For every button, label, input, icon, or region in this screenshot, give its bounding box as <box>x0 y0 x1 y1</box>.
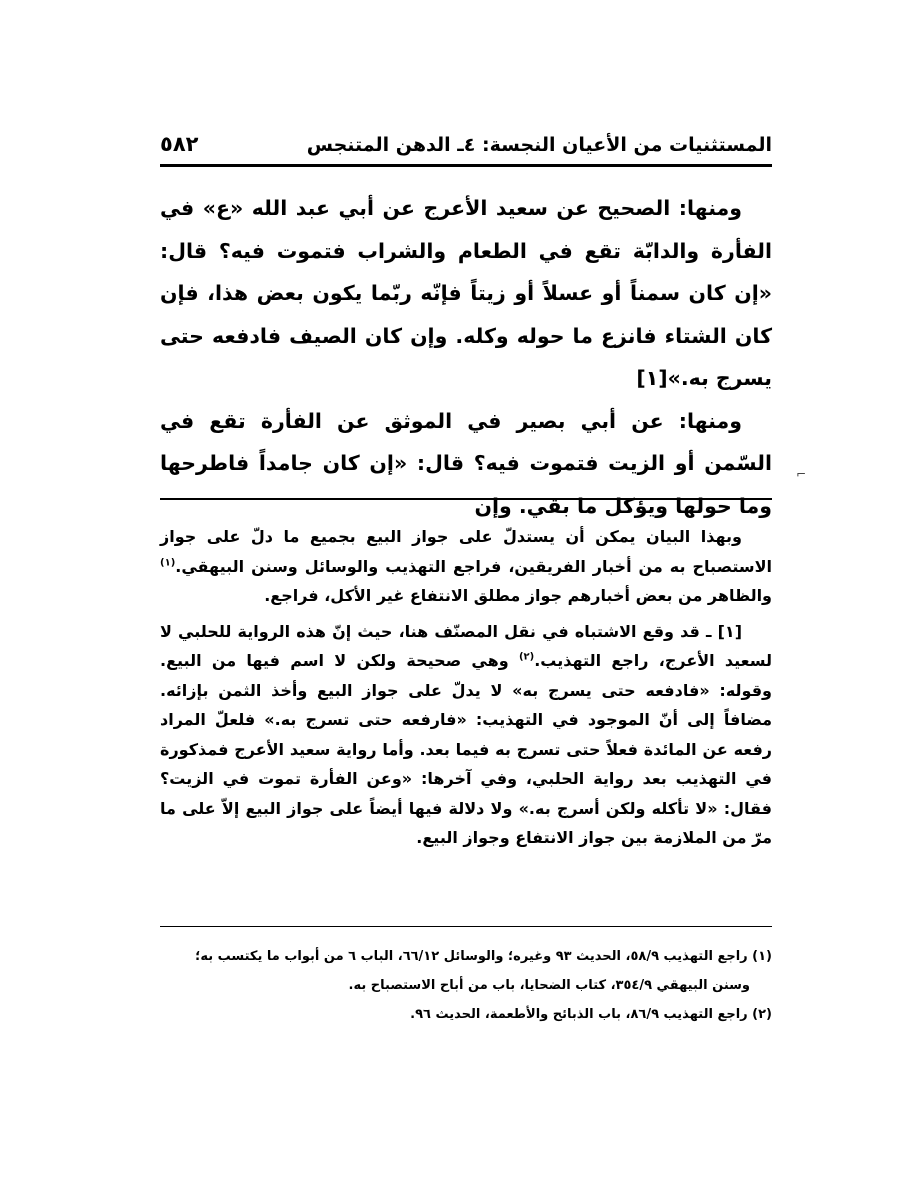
commentary-text: وهي صحيحة ولكن لا اسم فيها من البيع. وقوله: «فادفعه حتى يسرج به» لا يدلّ على جواز البيع وأخذ الثمن بإزائه. مضافاً إلى أنّ الموجود في التهذيب: «فارفعه حتى تسرج به.» فلعلّ المراد رفعه عن المائدة فعلاً حتى تسرج به فيما بعد. وأما رواية سعيد الأعرج فمذكورة في التهذيب بعد رواية الحلبي، وفي آخرها: «وعن الفأرة تموت في الزيت؟ فقال: «لا تأكله ولكن أسرج به.» ولا دلالة فيها أيضاً على جواز البيع إلاّ على ما مرّ من الملازمة بين جواز الانتفاع وجواز البيع. <box>160 651 772 847</box>
footnote-ref[interactable]: (١) <box>160 557 176 569</box>
margin-mark: ⌐ <box>796 467 807 481</box>
main-text <box>160 187 772 527</box>
running-header <box>160 128 772 164</box>
footnote-rule <box>160 926 772 927</box>
commentary <box>160 522 772 853</box>
commentary-text: [١] ـ قد وقع الاشتباه في نقل المصنّف هنا، حيث إنّ هذه الرواية للحلبي لا لسعيد الأعرج، راجع التهذيب. <box>160 621 773 670</box>
commentary-text: والظاهر من بعض أخبارهم جواز مطلق الانتفاع غير الأكل، فراجع. <box>264 586 772 605</box>
page-number: ٥٨٢ <box>160 132 199 156</box>
main-paragraph <box>160 187 772 400</box>
footnote-ref[interactable]: (٢) <box>518 651 535 663</box>
commentary-paragraph <box>160 522 772 611</box>
running-title: المستثنيات من الأعيان النجسة: ٤ـ الدهن المتنجس <box>306 134 772 156</box>
footnote-2: (٢) راجع التهذيب ٨٦/٩، باب الذبائح والأطعمة، الحديث ٩٦. <box>410 1007 772 1022</box>
body-rule <box>160 498 772 500</box>
footnotes <box>160 942 772 1029</box>
footnote-1: (١) راجع التهذيب ٥٨/٩، الحديث ٩٣ وغيره؛ والوسائل ٦٦/١٢، الباب ٦ من أبواب ما يكتسب به؛ <box>195 949 772 964</box>
header-rule <box>160 164 772 167</box>
commentary-paragraph <box>160 617 772 853</box>
footnote-1-continuation: وسنن البيهقي ٣٥٤/٩، كتاب الضحايا، باب من أباح الاستصباح به. <box>348 978 750 993</box>
main-paragraph-text: ومنها: عن أبي بصير في الموثق عن الفأرة تقع في السّمن أو الزيت فتموت فيه؟ قال: «إن كان جامداً فاطرحها وما حولها ويؤكل ما بقي. وإن <box>160 408 772 518</box>
main-paragraph-text: ومنها: الصحيح عن سعيد الأعرج عن أبي عبد الله «ع» في الفأرة والدابّة تقع في الطعام والشراب فتموت فيه؟ قال: «إن كان سمناً أو عسلاً أو زيتاً فإنّه ربّما يكون بعض هذا، فإن كان الشتاء فانزع ما حوله وكله. وإن كان الصيف فادفعه حتى يسرج به.»[١] <box>160 196 772 390</box>
main-paragraph <box>160 400 772 528</box>
commentary-text: وبهذا البيان يمكن أن يستدلّ على جواز البيع بجميع ما دلّ على جواز الاستصباح به من أخبار الفريقين، فراجع التهذيب والوسائل وسنن البيهقي. <box>160 527 772 576</box>
